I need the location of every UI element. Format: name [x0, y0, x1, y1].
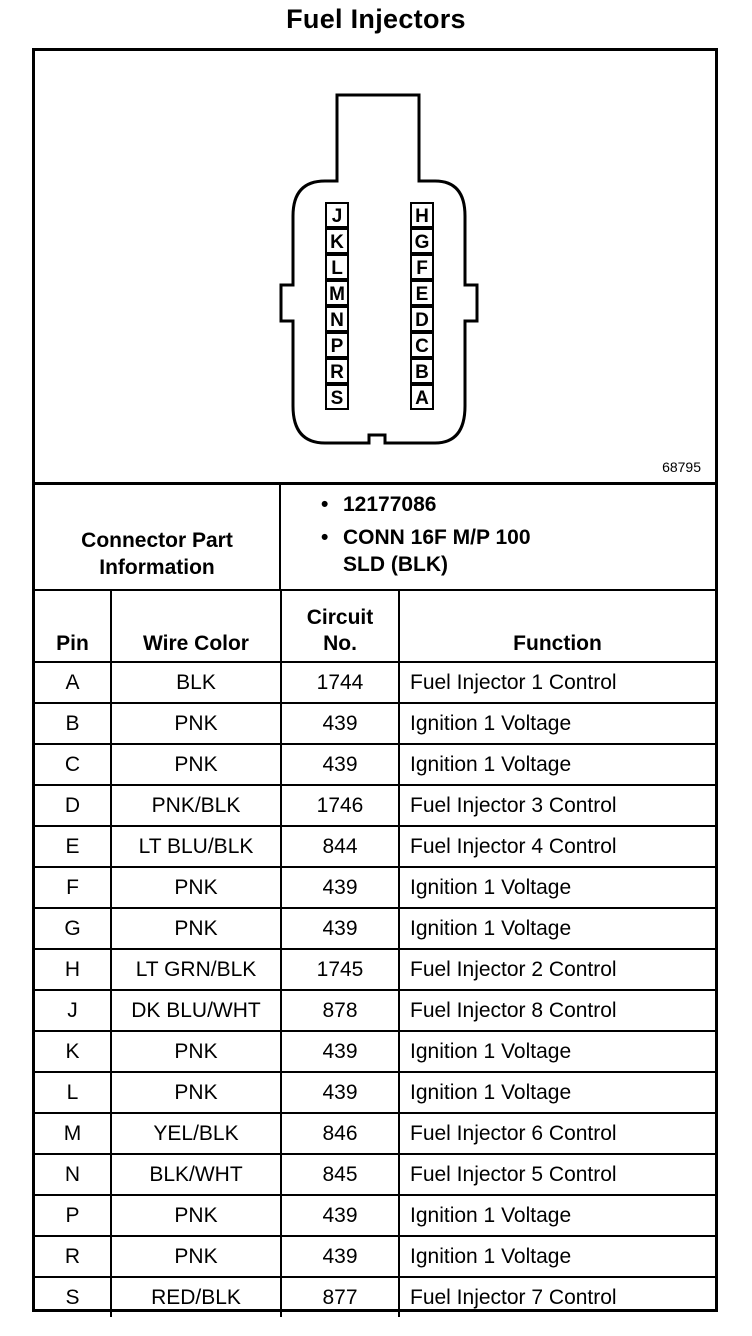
wire-color-cell: PNK	[111, 744, 281, 785]
pin-cell: J	[35, 990, 111, 1031]
pin-cell: G	[35, 908, 111, 949]
figure-number: 68795	[662, 459, 701, 475]
function-cell: Fuel Injector 8 Control	[399, 990, 715, 1031]
function-cell: Fuel Injector 1 Control	[399, 662, 715, 703]
wire-color-cell: RED/BLK	[111, 1277, 281, 1317]
circuit-cell: 844	[281, 826, 399, 867]
pin-cell: F	[35, 867, 111, 908]
header-circuit	[281, 591, 399, 662]
circuit-cell: 1744	[281, 662, 399, 703]
info-label-line1: Connector Part	[81, 529, 233, 552]
wire-color-cell: LT GRN/BLK	[111, 949, 281, 990]
pin-label: J	[331, 206, 343, 227]
table-row	[35, 785, 715, 826]
table-row	[35, 1154, 715, 1195]
table-row	[35, 744, 715, 785]
circuit-cell: 1746	[281, 785, 399, 826]
wire-color-cell: PNK	[111, 1195, 281, 1236]
table-row	[35, 1236, 715, 1277]
table-row	[35, 826, 715, 867]
header-wire-color: Wire Color	[111, 591, 281, 662]
wire-color-cell: BLK	[111, 662, 281, 703]
pin-cell: H	[35, 949, 111, 990]
connector-sheet	[32, 48, 718, 1312]
connector-outline	[281, 95, 477, 443]
table-row	[35, 1195, 715, 1236]
pin-label: C	[415, 336, 429, 357]
pin-label: G	[414, 232, 430, 253]
pin-label: B	[415, 362, 429, 383]
pin-cell: K	[35, 1031, 111, 1072]
pin-cell: R	[35, 1236, 111, 1277]
info-label	[35, 485, 281, 589]
circuit-cell: 846	[281, 1113, 399, 1154]
pin-label: H	[415, 206, 429, 227]
circuit-cell: 877	[281, 1277, 399, 1317]
info-label-line2: Information	[99, 556, 215, 579]
wire-color-cell: LT BLU/BLK	[111, 826, 281, 867]
wire-color-cell: PNK	[111, 1072, 281, 1113]
function-cell: Fuel Injector 7 Control	[399, 1277, 715, 1317]
circuit-cell: 439	[281, 867, 399, 908]
wire-color-cell: YEL/BLK	[111, 1113, 281, 1154]
left-pin-column	[326, 203, 348, 409]
right-pin-column	[411, 203, 433, 409]
pin-cell: M	[35, 1113, 111, 1154]
table-row	[35, 1072, 715, 1113]
table-row	[35, 990, 715, 1031]
pin-cell: L	[35, 1072, 111, 1113]
part-number: • 12177086	[321, 491, 531, 518]
pin-label: E	[415, 284, 429, 305]
pin-cell: C	[35, 744, 111, 785]
function-cell: Fuel Injector 3 Control	[399, 785, 715, 826]
function-cell: Ignition 1 Voltage	[399, 867, 715, 908]
pin-label: R	[330, 362, 344, 383]
wire-color-cell: PNK	[111, 1236, 281, 1277]
circuit-cell: 1745	[281, 949, 399, 990]
table-row	[35, 1113, 715, 1154]
function-cell: Ignition 1 Voltage	[399, 744, 715, 785]
function-cell: Ignition 1 Voltage	[399, 1236, 715, 1277]
circuit-cell: 439	[281, 1031, 399, 1072]
pin-label: M	[329, 284, 345, 305]
pin-label: D	[415, 310, 429, 331]
table-row	[35, 1031, 715, 1072]
connector-face-drawing	[35, 51, 715, 485]
pin-cell: B	[35, 703, 111, 744]
function-cell: Ignition 1 Voltage	[399, 703, 715, 744]
circuit-cell: 878	[281, 990, 399, 1031]
circuit-cell: 439	[281, 703, 399, 744]
header-circuit-line2: No.	[323, 632, 357, 655]
pin-label: A	[415, 388, 429, 409]
pinout-table	[35, 591, 715, 1317]
pin-cell: N	[35, 1154, 111, 1195]
wire-color-cell: DK BLU/WHT	[111, 990, 281, 1031]
table-header-row	[35, 591, 715, 662]
wire-color-cell: BLK/WHT	[111, 1154, 281, 1195]
pin-cell: A	[35, 662, 111, 703]
circuit-cell: 845	[281, 1154, 399, 1195]
pin-cell: P	[35, 1195, 111, 1236]
table-row	[35, 949, 715, 990]
function-cell: Ignition 1 Voltage	[399, 1195, 715, 1236]
page-title: Fuel Injectors	[286, 4, 466, 34]
pin-label: L	[331, 258, 343, 279]
function-cell: Fuel Injector 6 Control	[399, 1113, 715, 1154]
function-cell: Fuel Injector 5 Control	[399, 1154, 715, 1195]
table-row	[35, 1277, 715, 1317]
connector-desc-line1: • CONN 16F M/P 100	[321, 524, 531, 551]
wire-color-cell: PNK	[111, 908, 281, 949]
header-pin: Pin	[35, 591, 111, 662]
function-cell: Fuel Injector 2 Control	[399, 949, 715, 990]
function-cell: Ignition 1 Voltage	[399, 1072, 715, 1113]
pin-cell: E	[35, 826, 111, 867]
pin-label: S	[330, 388, 344, 409]
function-cell: Ignition 1 Voltage	[399, 1031, 715, 1072]
header-function: Function	[399, 591, 715, 662]
pin-cell: D	[35, 785, 111, 826]
info-list	[321, 491, 531, 578]
pin-label: P	[330, 336, 344, 357]
wire-color-cell: PNK	[111, 867, 281, 908]
pin-label: F	[416, 258, 428, 279]
pin-cell: S	[35, 1277, 111, 1317]
circuit-cell: 439	[281, 1195, 399, 1236]
connector-desc-line2: SLD (BLK)	[343, 553, 448, 576]
function-cell: Ignition 1 Voltage	[399, 908, 715, 949]
circuit-cell: 439	[281, 908, 399, 949]
table-row	[35, 867, 715, 908]
table-row	[35, 703, 715, 744]
header-circuit-line1: Circuit	[306, 606, 374, 629]
function-cell: Fuel Injector 4 Control	[399, 826, 715, 867]
connector-part-info	[35, 485, 715, 591]
pin-label: K	[330, 232, 344, 253]
circuit-cell: 439	[281, 744, 399, 785]
wire-color-cell: PNK	[111, 1031, 281, 1072]
circuit-cell: 439	[281, 1236, 399, 1277]
connector-diagram	[35, 51, 715, 485]
table-row	[35, 662, 715, 703]
table-row	[35, 908, 715, 949]
wire-color-cell: PNK	[111, 703, 281, 744]
circuit-cell: 439	[281, 1072, 399, 1113]
pin-label: N	[330, 310, 344, 331]
wire-color-cell: PNK/BLK	[111, 785, 281, 826]
